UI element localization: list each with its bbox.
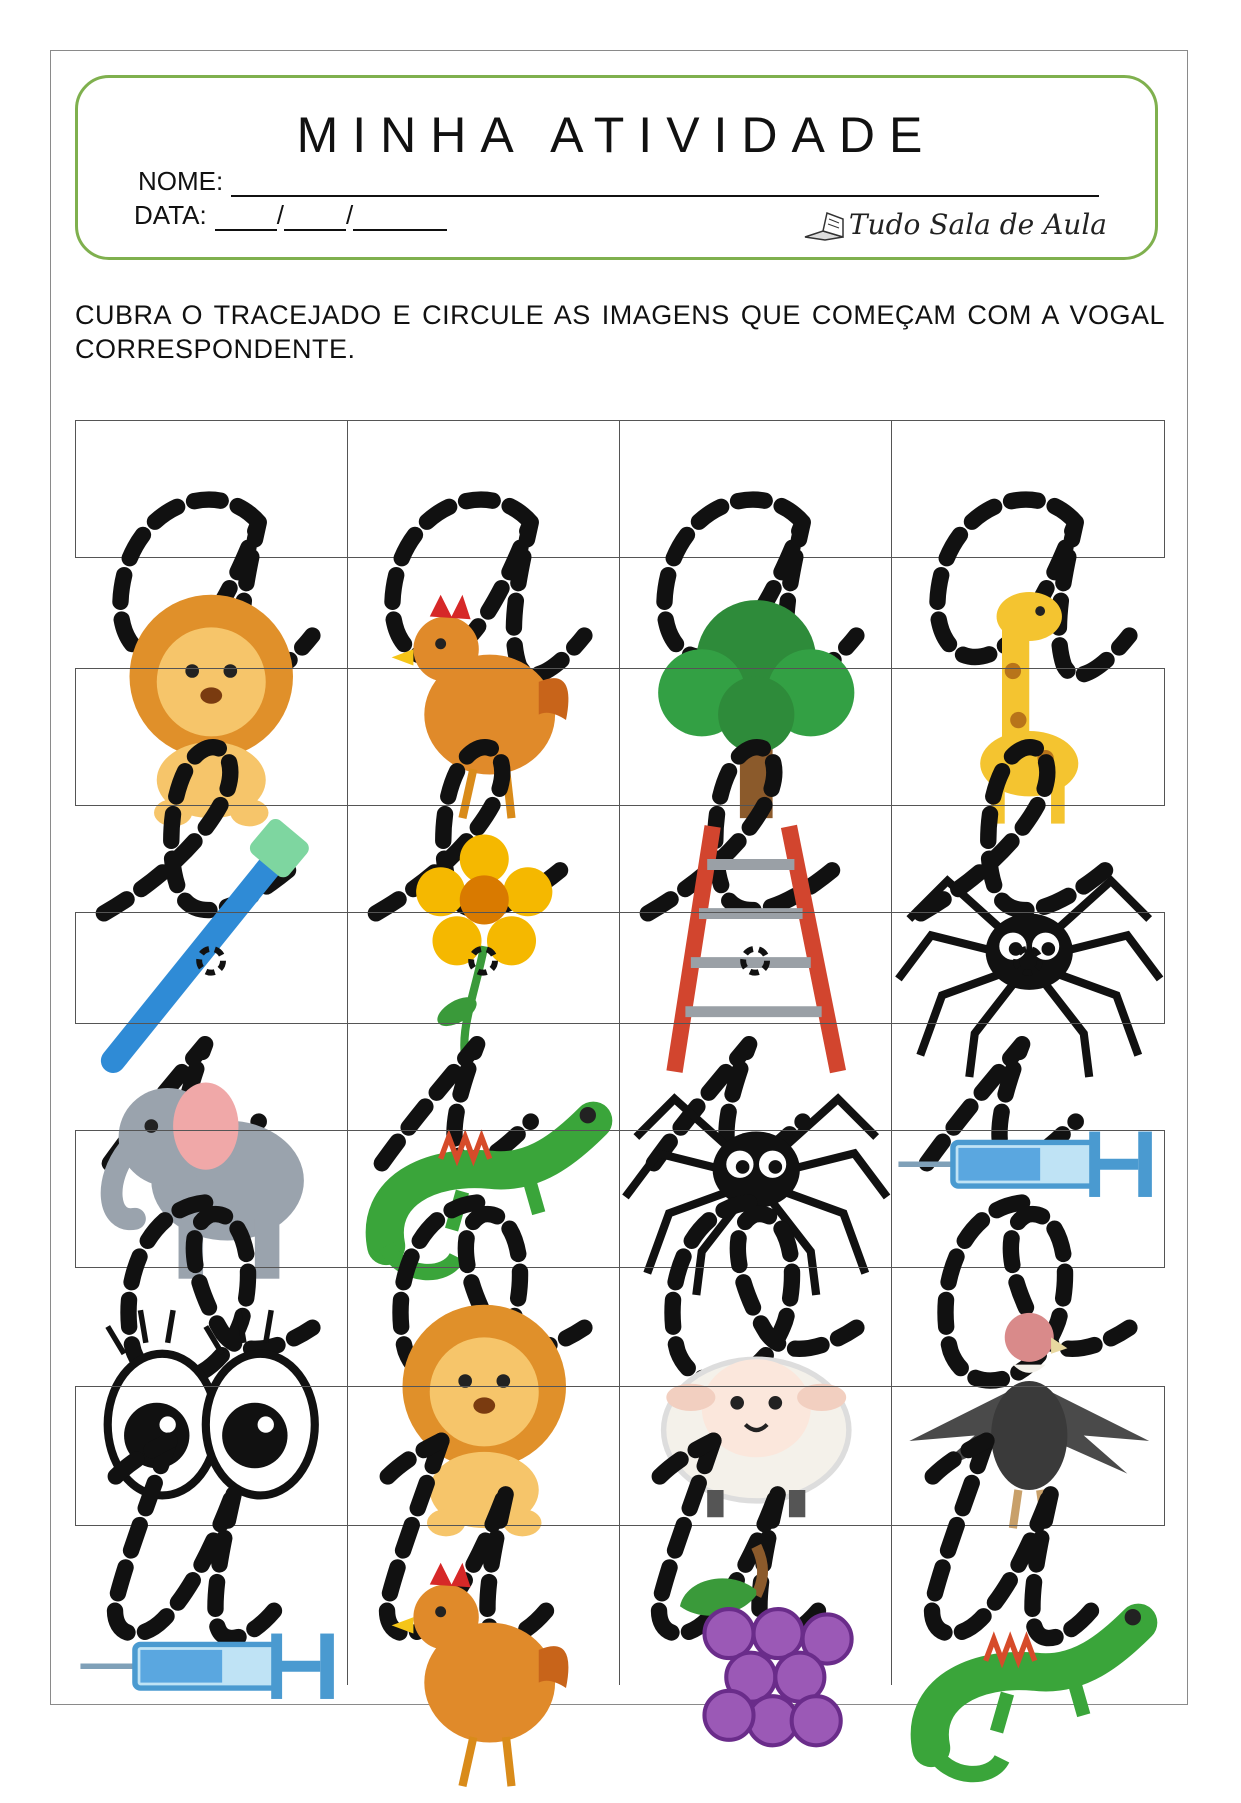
name-label: NOME:: [138, 166, 224, 196]
letter-row-a: [75, 420, 1165, 558]
logo: [803, 208, 1107, 241]
iguana-icon: [893, 1530, 1166, 1803]
name-field: [138, 166, 1099, 197]
date-day-line[interactable]: [215, 203, 277, 231]
header-box: [75, 75, 1158, 260]
date-month-line[interactable]: [284, 203, 346, 231]
book-icon: [803, 209, 845, 241]
date-year-line[interactable]: [353, 203, 447, 231]
name-line[interactable]: [231, 167, 1099, 197]
letter-row-o: [75, 1130, 1165, 1268]
page-title: MINHA ATIVIDADE: [296, 107, 937, 163]
picture-row-a: [75, 562, 1165, 666]
picture-row-i: [75, 1028, 1165, 1132]
grapes-icon: [620, 1530, 893, 1803]
picture-row-e: [75, 810, 1165, 914]
picture-cell[interactable]: [348, 1530, 621, 1803]
date-separator: /: [345, 200, 354, 230]
instruction-text: CUBRA O TRACEJADO E CIRCULE AS IMAGENS QUE COMEÇAM COM A VOGAL CORRESPONDENTE.: [75, 300, 1165, 364]
picture-row-o: [75, 1272, 1165, 1376]
date-field: [134, 200, 447, 231]
picture-row-u: [75, 1530, 1165, 1634]
logo-text: Tudo Sala de Aula: [848, 208, 1107, 241]
letter-row-i: [75, 912, 1165, 1024]
syringe-icon: [75, 1530, 348, 1803]
hen-icon: [348, 1530, 621, 1803]
picture-cell[interactable]: [893, 1530, 1166, 1803]
picture-cell[interactable]: [75, 1530, 348, 1803]
letter-row-u: [75, 1386, 1165, 1526]
date-label: DATA:: [134, 200, 207, 230]
letter-row-e: [75, 668, 1165, 806]
picture-cell[interactable]: [620, 1530, 893, 1803]
date-separator: /: [276, 200, 284, 230]
